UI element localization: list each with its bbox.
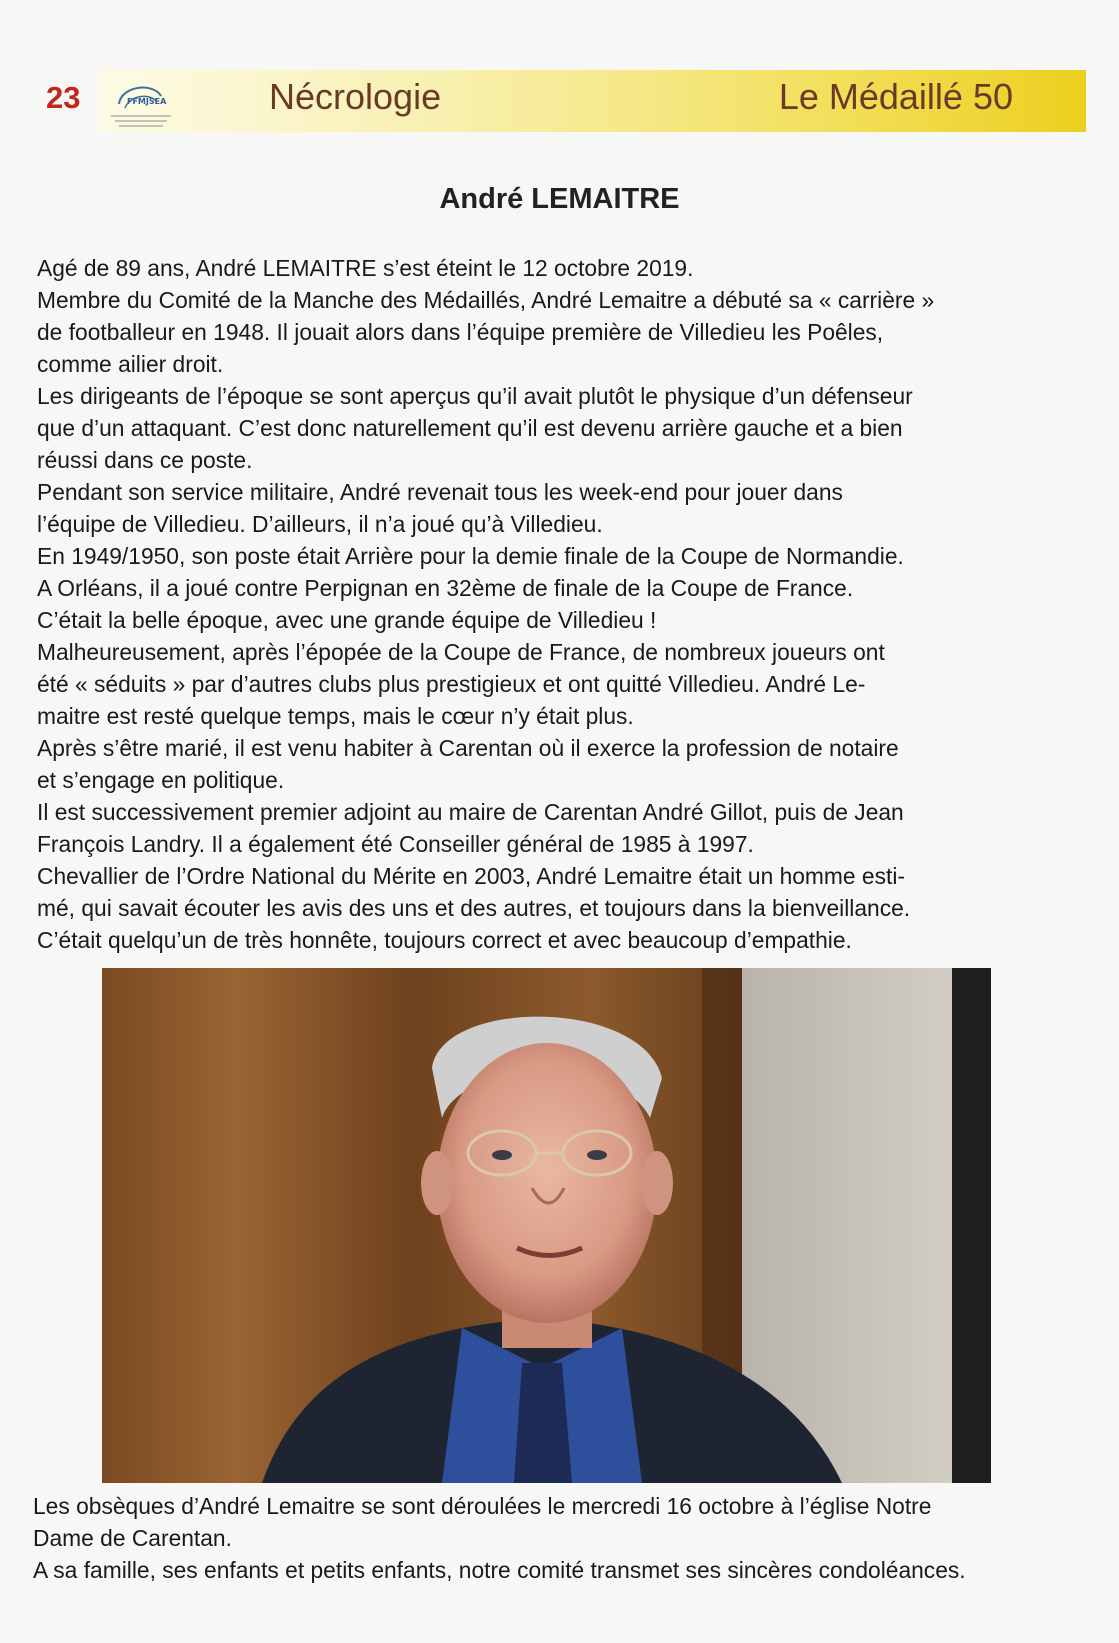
body-line: Pendant son service militaire, André revenait tous les week-end pour jouer dans xyxy=(37,479,843,505)
body-line: C’était quelqu’un de très honnête, toujours correct et avec beaucoup d’empathie. xyxy=(37,927,852,953)
body-line: comme ailier droit. xyxy=(37,351,224,377)
body-line: Agé de 89 ans, André LEMAITRE s’est éteint le 12 octobre 2019. xyxy=(37,255,694,281)
article-title: André LEMAITRE xyxy=(439,183,680,215)
body-line: mé, qui savait écouter les avis des uns et des autres, et toujours dans la bienveillance. xyxy=(37,895,911,921)
section-title: Nécrologie xyxy=(269,76,442,117)
body-line: Après s’être marié, il est venu habiter à Carentan où il exerce la profession de notaire xyxy=(37,735,899,761)
body-line: et s’engage en politique. xyxy=(37,767,285,793)
body-line: En 1949/1950, son poste était Arrière pour la demie finale de la Coupe de Normandie. xyxy=(37,543,904,569)
federation-logo xyxy=(105,74,177,130)
body-line: réussi dans ce poste. xyxy=(37,447,253,473)
journal-title: Le Médaillé 50 xyxy=(778,76,1013,117)
footer-line: Les obsèques d’André Lemaitre se sont déroulées le mercredi 16 octobre à l’église Notre xyxy=(33,1493,932,1519)
body-line: maitre est resté quelque temps, mais le cœur n’y était plus. xyxy=(37,703,634,729)
body-line: été « séduits » par d’autres clubs plus prestigieux et ont quitté Villedieu. André Le- xyxy=(37,671,866,697)
logo-text: FFMJSEA xyxy=(127,97,167,106)
body-line: Il est successivement premier adjoint au maire de Carentan André Gillot, puis de Jean xyxy=(37,799,904,825)
body-line: Les dirigeants de l’époque se sont aperçus qu’il avait plutôt le physique d’un défenseur xyxy=(37,383,913,409)
body-line: A Orléans, il a joué contre Perpignan en 32ème de finale de la Coupe de France. xyxy=(37,575,854,601)
body-line: que d’un attaquant. C’est donc naturellement qu’il est devenu arrière gauche et a bien xyxy=(37,415,903,441)
body-line: Chevallier de l’Ordre National du Mérite en 2003, André Lemaitre était un homme esti- xyxy=(37,863,905,889)
body-line: C’était la belle époque, avec une grande équipe de Villedieu ! xyxy=(37,607,657,633)
body-line: l’équipe de Villedieu. D’ailleurs, il n’a joué qu’à Villedieu. xyxy=(37,511,603,537)
footer-line: A sa famille, ses enfants et petits enfants, notre comité transmet ses sincères condoléances. xyxy=(33,1557,966,1583)
article-footer xyxy=(33,1490,1103,1586)
portrait-photo xyxy=(102,968,991,1483)
body-line: Membre du Comité de la Manche des Médaillés, André Lemaitre a débuté sa « carrière » xyxy=(37,287,935,313)
body-line: François Landry. Il a également été Conseiller général de 1985 à 1997. xyxy=(37,831,754,857)
body-line: de footballeur en 1948. Il jouait alors dans l’équipe première de Villedieu les Poêles, xyxy=(37,319,884,345)
body-line: Malheureusement, après l’épopée de la Coupe de France, de nombreux joueurs ont xyxy=(37,639,885,665)
footer-line: Dame de Carentan. xyxy=(33,1525,232,1551)
article-body xyxy=(37,252,1097,956)
page-number: 23 xyxy=(46,80,81,115)
